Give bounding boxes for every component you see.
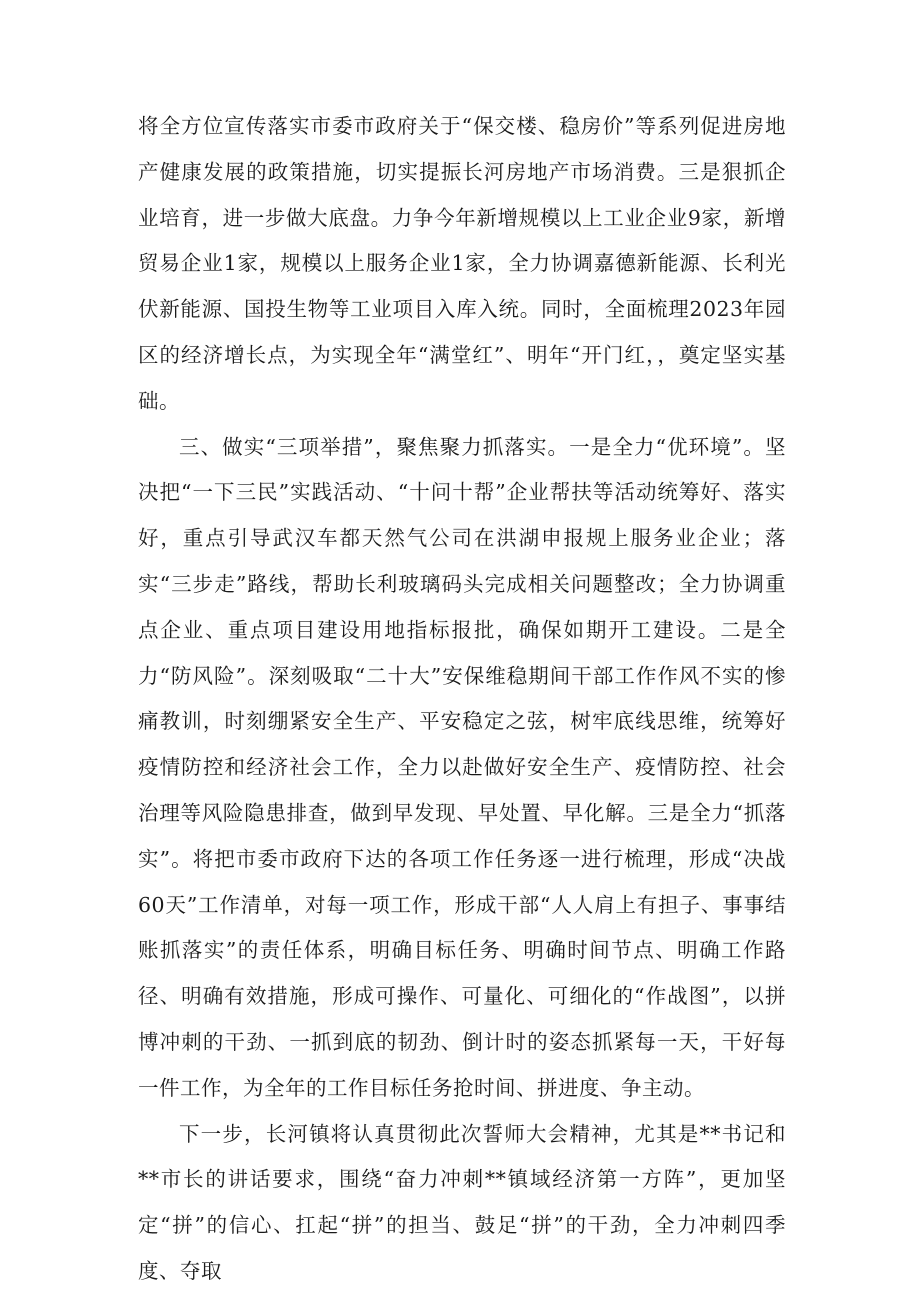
- paragraph-three-measures: 三、做实“三项举措”，聚焦聚力抓落实。一是全力“优环境”。坚决把“一下三民”实践活动、“十问十帮”企业帮扶等活动统筹好、落实好，重点引导武汉车都天然气公司在洪湖申报规上服务业企业；落实“三步走”路线，帮助长利玻璃码头完成相关问题整改；全力协调重点企业、重点项目建设用地指标报批，确保如期开工建设。二是全力“防风险”。深刻吸取“二十大”安保维稳期间干部工作作风不实的惨痛教训，时刻绷紧安全生产、平安稳定之弦，树牢底线思维，统筹好疫情防控和经济社会工作，全力以赴做好安全生产、疫情防控、社会治理等风险隐患排查，做到早发现、早处置、早化解。三是全力“抓落实”。将把市委市政府下达的各项工作任务逐一进行梳理，形成“决战60天”工作清单，对每一项工作，形成干部“人人肩上有担子、事事结账抓落实”的责任体系，明确目标任务、明确时间节点、明确工作路径、明确有效措施，形成可操作、可量化、可细化的“作战图”，以拼博冲刺的干劲、一抓到底的韧劲、倒计时的姿态抓紧每一天，干好每一件工作，为全年的工作目标任务抢时间、拼进度、争主动。: [138, 434, 786, 1100]
- paragraph-housing-enterprise: 将全方位宣传落实市委市政府关于“保交楼、稳房价”等系列促进房地产健康发展的政策措施，切实提振长河房地产市场消费。三是狠抓企业培育，进一步做大底盘。力争今年新增规模以上工业企业9家，新增贸易企业1家，规模以上服务企业1家，全力协调嘉德新能源、长利光伏新能源、国投生物等工业项目入库入统。同时，全面梳理2023年园区的经济增长点，为实现全年“满堂红”、明年“开门红，，奠定坚实基础。: [138, 114, 786, 413]
- document-body: [138, 104, 786, 1295]
- paragraph-next-steps: 下一步，长河镇将认真贯彻此次誓师大会精神，尤其是**书记和**市长的讲话要求，围绕“奋力冲刺**镇域经济第一方阵”，更加坚定“拼”的信心、扛起“拼”的担当、鼓足“拼”的干劲，全力冲刺四季度、夺取: [138, 1121, 786, 1283]
